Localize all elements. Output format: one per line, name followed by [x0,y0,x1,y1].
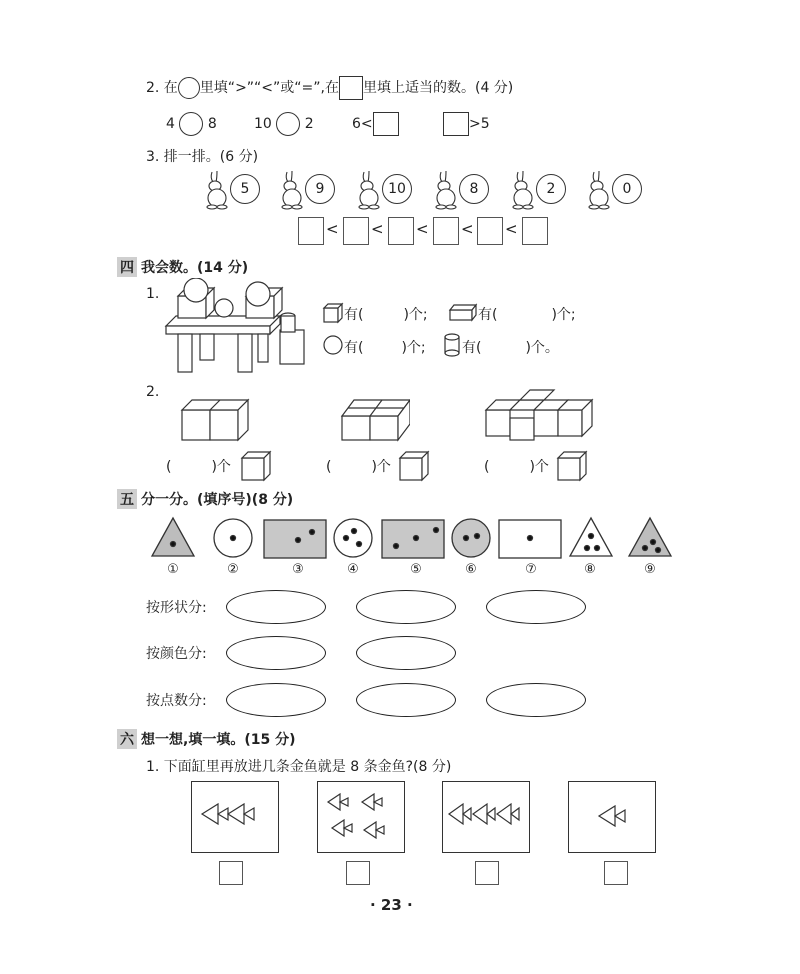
answer-oval[interactable] [486,590,586,624]
shape-number-label: ④ [347,562,359,577]
answer-oval[interactable] [226,590,326,624]
answer-oval[interactable] [356,590,456,624]
fish-answer-box[interactable] [346,861,370,885]
fish-tank-2 [317,781,405,853]
shape-number-label: ② [227,562,239,577]
sorting-shapes [140,512,680,562]
sphere-icon [322,334,344,356]
shape-number-label: ⑦ [525,562,537,577]
cylinder-count-label: 有( )个。 [462,340,559,356]
count-row-3: ( )个 [484,459,549,475]
sort-answer-box[interactable] [433,217,459,245]
shape-number-label: ⑨ [644,562,656,577]
less-than-sign: < [461,220,474,238]
rabbit-number: 8 [459,174,489,204]
fish-answer-box[interactable] [475,861,499,885]
compare-circle[interactable] [276,112,300,136]
goldfish-icon [192,782,278,852]
sphere-count-label: 有( )个; [344,340,426,356]
by-dots-label: 按点数分: [146,693,207,709]
fish-tank-3 [442,781,530,853]
sort-answer-box[interactable] [298,217,324,245]
cube-group-2 [340,396,410,446]
cuboid-icon [448,302,478,322]
q2-instruction: 2. 在 里填“>”“<”或“=”,在 里填上适当的数。(4 分) [146,76,513,100]
shapes-building-picture [160,278,310,378]
less-than-sign: < [371,220,384,238]
shape-number-label: ⑥ [465,562,477,577]
fish-tank-4 [568,781,656,853]
section-6-heading: 六 想一想,填一填。(15 分) [117,729,295,749]
sec4-sub2: 2. [146,384,160,400]
fill-item-3: 6< [352,112,399,136]
rabbit-number: 5 [230,174,260,204]
page-number: · 23 · [370,896,413,914]
cube-group-1 [180,396,250,446]
sort-answer-box[interactable] [388,217,414,245]
less-than-sign: < [416,220,429,238]
cube-group-3 [484,388,594,446]
rabbit-number: 10 [382,174,412,204]
fill-box[interactable] [443,112,469,136]
unit-cube-icon [556,450,588,482]
circle-symbol [178,77,200,99]
answer-oval[interactable] [356,636,456,670]
count-row-2: ( )个 [326,459,391,475]
cube-icon [322,302,344,324]
rabbit-number: 0 [612,174,642,204]
fill-box[interactable] [373,112,399,136]
answer-oval[interactable] [226,636,326,670]
fish-answer-box[interactable] [604,861,628,885]
less-than-sign: < [505,220,518,238]
rabbit-number: 9 [305,174,335,204]
sec6-q1: 1. 下面缸里再放进几条金鱼就是 8 条金鱼?(8 分) [146,759,452,775]
box-symbol [339,76,363,100]
count-row-1: ( )个 [166,459,231,475]
sort-answer-box[interactable] [522,217,548,245]
cuboid-count-label: 有( )个; [478,307,576,323]
section-5-heading: 五 分一分。(填序号)(8 分) [117,489,293,509]
shape-number-label: ③ [292,562,304,577]
answer-oval[interactable] [486,683,586,717]
q3-title: 3. 排一排。(6 分) [146,149,259,165]
compare-item-2: 10 2 [254,112,314,136]
by-shape-label: 按形状分: [146,600,207,616]
by-color-label: 按颜色分: [146,646,207,662]
goldfish-icon [569,782,655,852]
unit-cube-icon [240,450,272,482]
cylinder-icon [443,332,461,358]
sort-answer-box[interactable] [343,217,369,245]
answer-oval[interactable] [356,683,456,717]
answer-oval[interactable] [226,683,326,717]
fish-answer-box[interactable] [219,861,243,885]
rabbit-number: 2 [536,174,566,204]
goldfish-icon [318,782,404,852]
unit-cube-icon [398,450,430,482]
shape-number-label: ⑧ [584,562,596,577]
cube-count-label: 有( )个; [344,307,428,323]
sec4-sub1: 1. [146,286,160,302]
less-than-sign: < [326,220,339,238]
fill-item-4: >5 [443,112,490,136]
goldfish-icon [443,782,529,852]
compare-item-1: 4 8 [166,112,217,136]
shape-number-label: ① [167,562,179,577]
compare-circle[interactable] [179,112,203,136]
shape-number-label: ⑤ [410,562,422,577]
sort-answer-box[interactable] [477,217,503,245]
fish-tank-1 [191,781,279,853]
section-4-heading: 四 我会数。(14 分) [117,257,248,277]
